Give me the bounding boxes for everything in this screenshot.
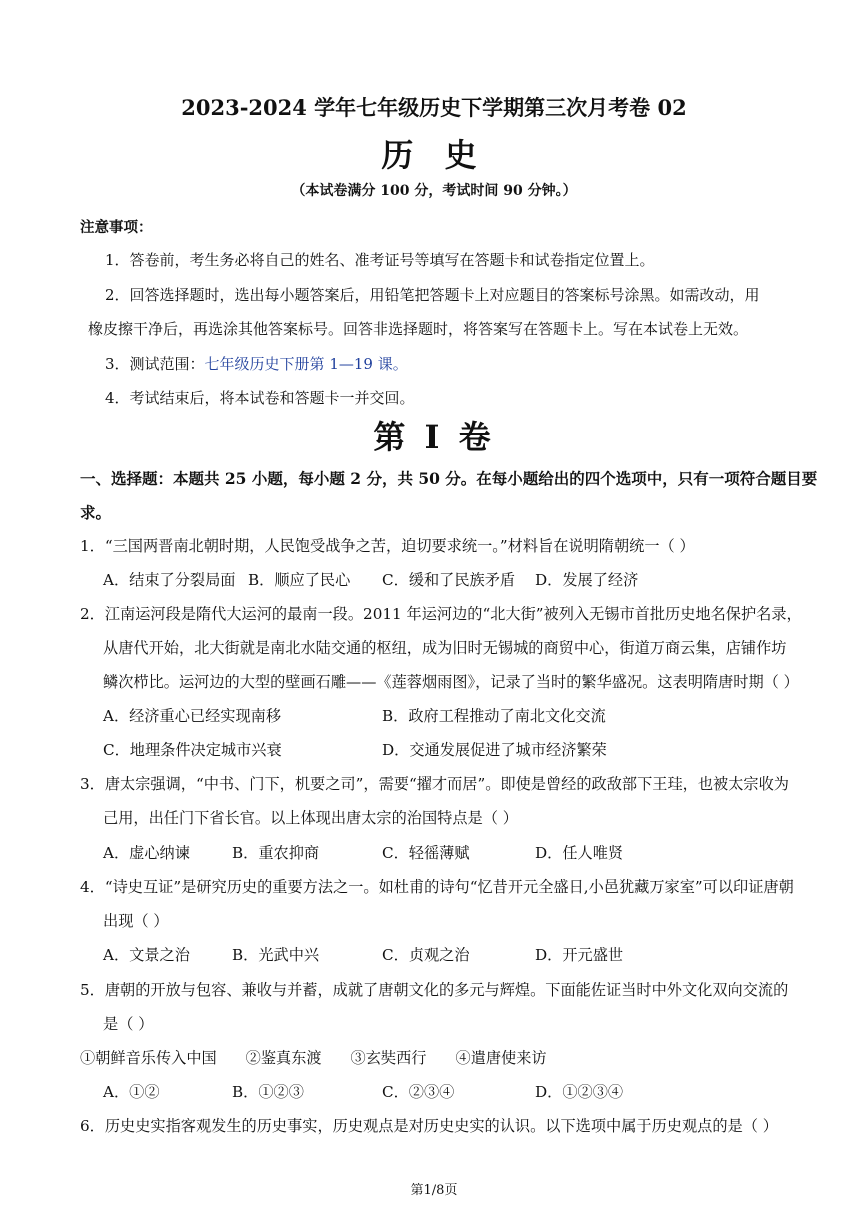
question-5-option-d: D．①②③④ [535,1083,624,1101]
question-4-option-c: C．贞观之治 [382,946,470,964]
note-item-4: 4．考试结束后，将本试卷和答题卡一并交回。 [105,389,415,407]
page-number: 第1/8页 [410,1183,458,1198]
question-1-option-b: B．顺应了民心 [248,571,351,589]
section-desc-line-1: 一、选择题：本题共 25 小题，每小题 2 分，共 50 分。在每小题给出的四个选项中，只有一项符合题目要 [80,469,818,488]
question-3-line-2: 己用，出任门下省长官。以上体现出唐太宗的治国特点是（ ） [103,809,518,827]
question-1-option-c: C．缓和了民族矛盾 [382,571,516,589]
question-3-option-d: D．任人唯贤 [535,844,624,862]
question-1-stem: 1．“三国两晋南北朝时期，人民饱受战争之苦，迫切要求统一。”材料旨在说明隋朝统一（ ） [80,537,695,555]
question-4-line-1: 4．“诗史互证”是研究历史的重要方法之一。如杜甫的诗句“忆昔开元全盛日,小邑犹藏万家室”可以印证唐朝 [80,878,794,896]
test-scope: 七年级历史下册第 1—19 课。 [204,355,408,373]
question-1-option-a: A．结束了分裂局面 [103,571,236,589]
question-3-line-1: 3．唐太宗强调，“中书、门下，机要之司”，需要“擢才而居”。即使是曾经的政敌部下王珪，也被太宗收为 [80,775,789,793]
question-2-option-b: B．政府工程推动了南北文化交流 [382,707,606,725]
question-4-line-2: 出现（ ） [103,912,169,930]
note-item-3-label: 3．测试范围： [105,355,205,373]
question-5-line-2: 是（ ） [103,1015,154,1033]
note-item-3 [105,353,408,374]
question-5-items: ①朝鲜音乐传入中国 ②鉴真东渡 ③玄奘西行 ④遣唐使来访 [80,1049,547,1067]
question-6-line-1: 6．历史史实指客观发生的历史事实，历史观点是对历史史实的认识。以下选项中属于历史观点的是（ ） [80,1117,778,1135]
question-5-option-b: B．①②③ [232,1083,304,1101]
question-2-line-1: 2．江南运河段是隋代大运河的最南一段。2011 年运河边的“北大街”被列入无锡市首批历史地名保护名录， [80,605,802,623]
subject-title: 历 史 [381,136,487,174]
question-3-option-a: A．虚心纳谏 [103,844,190,862]
note-item-2-line-2: 橡皮擦干净后，再选涂其他答案标号。回答非选择题时，将答案写在答题卡上。写在本试卷上无效。 [88,320,749,338]
question-4-option-d: D．开元盛世 [535,946,624,964]
section-desc-line-2: 求。 [80,503,112,522]
question-4-option-a: A．文景之治 [103,946,190,964]
exam-info: （本试卷满分 100 分，考试时间 90 分钟。） [291,183,577,199]
question-3-option-c: C．轻徭薄赋 [382,844,470,862]
question-4-option-b: B．光武中兴 [232,946,320,964]
question-2-option-c: C．地理条件决定城市兴衰 [103,741,282,759]
exam-title: 2023-2024 学年七年级历史下学期第三次月考卷 02 [181,95,687,120]
question-5-option-c: C．②③④ [382,1083,455,1101]
note-item-1: 1．答卷前，考生务必将自己的姓名、准考证号等填写在答题卡和试卷指定位置上。 [105,251,655,269]
note-item-2-line-1: 2．回答选择题时，选出每小题答案后，用铅笔把答题卡上对应题目的答案标号涂黑。如需改动，用 [105,286,760,304]
question-2-option-a: A．经济重心已经实现南移 [103,707,282,725]
question-1-option-d: D．发展了经济 [535,571,639,589]
question-5-option-a: A．①② [103,1083,160,1101]
question-3-option-b: B．重农抑商 [232,844,320,862]
notes-heading: 注意事项： [80,219,153,236]
question-2-line-3: 鳞次栉比。运河边的大型的壁画石雕——《莲蓉烟雨图》，记录了当时的繁华盛况。这表明隋唐时期（ ） [103,673,799,691]
question-2-line-2: 从唐代开始，北大街就是南北水陆交通的枢纽，成为旧时无锡城的商贸中心，街道万商云集，店铺作坊 [103,639,787,657]
section-title: 第 I 卷 [373,418,495,456]
question-5-line-1: 5．唐朝的开放与包容、兼收与并蓄，成就了唐朝文化的多元与辉煌。下面能佐证当时中外文化双向交流的 [80,981,789,999]
question-2-option-d: D．交通发展促进了城市经济繁荣 [382,741,607,759]
